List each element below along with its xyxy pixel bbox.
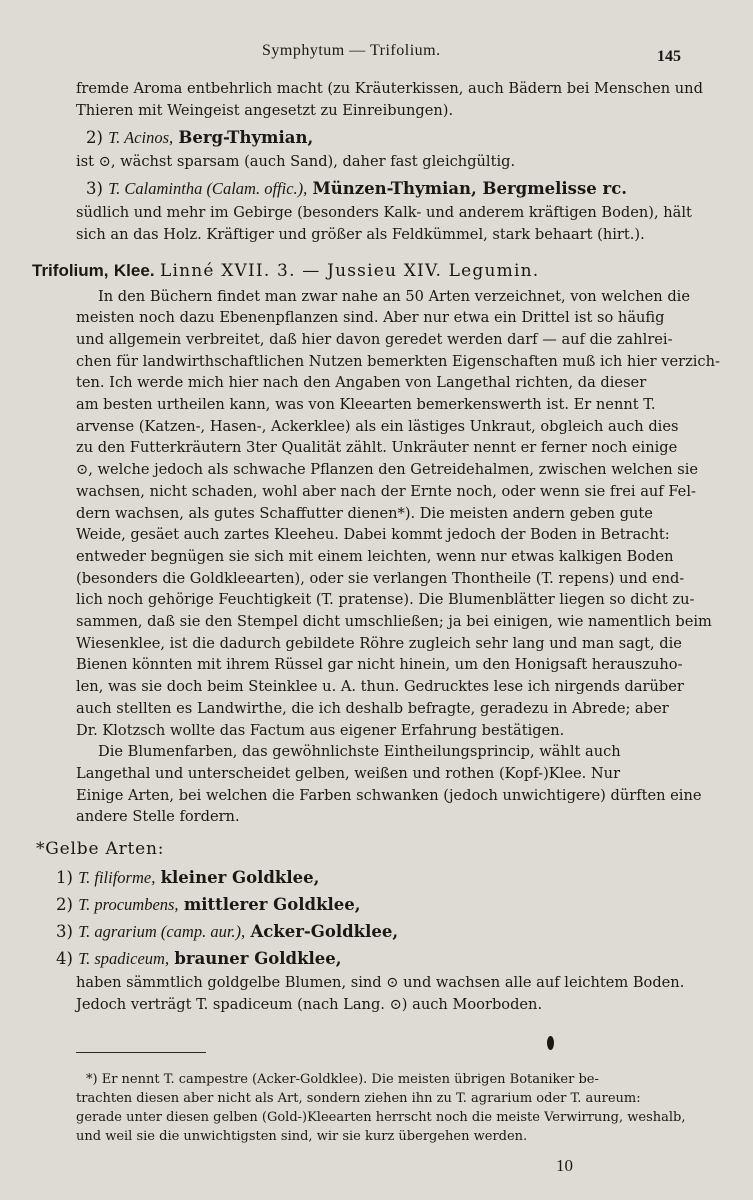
page-header [0, 42, 753, 70]
species-heading [56, 945, 686, 972]
body-text-line: entweder begnügen sie sich mit einem leichten, wenn nur etwas kalkigen Boden [76, 547, 674, 565]
common-name: Berg-Thymian, [178, 128, 314, 148]
body-text-line: dern wachsen, als gutes Schaffutter dienen*). Die meisten andern geben gute [76, 504, 653, 522]
body-text-line: ⊙, welche jedoch als schwache Pflanzen den Getreidehalmen, zwischen welchen sie [76, 461, 699, 479]
species-number: 1) [56, 868, 73, 888]
body-text-line: Die Blumenfarben, das gewöhnlichste Eintheilungsprincip, wählt auch [98, 743, 621, 761]
body-text-line: chen für landwirthschaftlichen Nutzen bemerkten Eigenschaften muß ich hier verzich- [76, 352, 720, 370]
species-number: 4) [56, 949, 73, 969]
item-number: 2) [86, 128, 103, 148]
body-text-line: Weide, gesäet auch zartes Kleeheu. Dabei kommt jedoch der Boden in Betracht: [76, 526, 670, 544]
body-text-line: wachsen, nicht schaden, wohl aber nach der Ernte noch, oder wenn sie frei auf Fel- [76, 482, 696, 500]
intro-line: Thieren mit Weingeist angesetzt zu Einreibungen). [76, 101, 454, 119]
footnote-rule [76, 1052, 206, 1053]
body-text-line: sammen, daß sie den Stempel dicht umschließen; ja bei einigen, wie namentlich beim [76, 613, 712, 631]
body-text-line: Langethal und unterscheidet gelben, weißen und rothen (Kopf-)Klee. Nur [76, 764, 621, 782]
body-text-line: ten. Ich werde mich hier nach den Angaben von Langethal richten, da dieser [76, 374, 647, 392]
section-heading: *Gelbe Arten: [36, 839, 165, 860]
footnote-line: trachten diesen aber nicht als Art, sondern ziehen ihn zu T. agrarium oder T. aureum: [76, 1091, 641, 1106]
body-text-line: am besten urtheilen kann, was von Kleearten bemerkenswerth ist. Er nennt T. [76, 396, 656, 414]
thymus-item-heading [76, 125, 686, 151]
species-number: 3) [56, 922, 73, 942]
item-number: 3) [86, 179, 103, 199]
genus-heading [32, 256, 686, 286]
species-number: 2) [56, 895, 73, 915]
common-name: Münzen-Thymian, Bergmelisse rc. [312, 179, 627, 199]
body-paragraph [76, 286, 720, 742]
species-heading [56, 891, 686, 918]
species-latin-name: T. filiforme, [78, 868, 156, 888]
footnote-line: *) Er nennt T. campestre (Acker-Goldklee). Die meisten übrigen Botaniker be- [86, 1072, 599, 1087]
thymus-item-heading [76, 176, 686, 202]
body-text-line: lich noch gehörige Feuchtigkeit (T. pratense). Die Blumenblätter liegen so dicht zu- [76, 591, 695, 609]
body-text-line: zu den Futterkräutern 3ter Qualität zählt. Unkräuter nennt er ferner noch einige [76, 439, 678, 457]
latin-name: T. Calamintha (Calam. offic.), [108, 179, 308, 199]
body-text-line: auch stellten es Landwirthe, die ich deshalb befragte, geradezu in Abrede; aber [76, 699, 669, 717]
running-head: Symphytum — Trifolium. [262, 42, 441, 59]
species-text-line: haben sämmtlich goldgelbe Blumen, sind ⊙ und wachsen alle auf leichtem Boden. [76, 974, 685, 992]
item-text-line: sich an das Holz. Kräftiger und größer als Feldkümmel, stark behaart (hirt.). [76, 225, 645, 243]
species-common-name: Acker-Goldklee, [250, 922, 399, 942]
species-latin-name: T. agrarium (camp. aur.), [78, 922, 246, 942]
item-text-line: ist ⊙, wächst sparsam (auch Sand), daher fast gleichgültig. [76, 153, 516, 171]
species-heading [56, 918, 686, 945]
genus-german-name: Klee. [113, 260, 155, 280]
footnote-line: und weil sie die unwichtigsten sind, wir sie kurz übergehen werden. [76, 1129, 528, 1144]
body-text-line: meisten noch dazu Ebenenpflanzen sind. Aber nur etwa ein Drittel ist so häufig [76, 309, 665, 327]
body-text-line: Einige Arten, bei welchen die Farben schwanken (jedoch unwichtigere) dürften eine [76, 786, 702, 804]
species-common-name: kleiner Goldklee, [160, 868, 320, 888]
page-number: 145 [657, 48, 681, 65]
species-latin-name: T. spadiceum, [78, 949, 170, 969]
intro-line: fremde Aroma entbehrlich macht (zu Kräuterkissen, auch Bädern bei Menschen und [76, 80, 703, 97]
body-text-line: Bienen könnten mit ihrem Rüssel gar nicht hinein, um den Honigsaft herauszuho- [76, 656, 683, 674]
body-text-line: len, was sie doch beim Steinklee u. A. thun. Gedrucktes lese ich nirgends darüber [76, 678, 684, 696]
latin-name: T. Acinos, [108, 128, 174, 148]
species-latin-name: T. procumbens, [78, 895, 179, 915]
species-common-name: mittlerer Goldklee, [183, 895, 361, 915]
species-heading [56, 864, 686, 891]
body-text-line: Dr. Klotzsch wollte das Factum aus eigener Erfahrung bestätigen. [76, 721, 565, 739]
footnote-line: gerade unter diesen gelben (Gold-)Kleearten herrscht noch die meiste Verwirrung, weshalb, [76, 1110, 686, 1125]
species-text [76, 972, 686, 1015]
footnotes [76, 1070, 686, 1146]
species-common-name: brauner Goldklee, [174, 949, 342, 969]
ink-blot [547, 1036, 554, 1050]
body-text-line: arvense (Katzen-, Hasen-, Ackerklee) als ein lästiges Unkraut, obgleich auch dies [76, 417, 679, 435]
signature-mark: 10 [556, 1156, 573, 1175]
thymus-item [76, 176, 692, 245]
body-paragraph-2 [76, 741, 702, 828]
genus-name: Trifolium, [32, 260, 109, 280]
body-text-line: andere Stelle fordern. [76, 808, 240, 826]
genus-reference: Linné XVII. 3. — Jussieu XIV. Legumin. [159, 260, 540, 281]
body-text-line: und allgemein verbreitet, daß hier davon geredet werden darf — auf die zahlrei- [76, 330, 673, 348]
item-text-line: südlich und mehr im Gebirge (besonders Kalk- und anderem kräftigen Boden), hält [76, 204, 692, 222]
thymus-item [76, 125, 686, 173]
body-text-line: Wiesenklee, ist die dadurch gebildete Röhre zugleich sehr lang und man sagt, die [76, 634, 682, 652]
page-content [32, 78, 720, 1016]
species-text-line: Jedoch verträgt T. spadiceum (nach Lang. ⊙) auch Moorboden. [76, 995, 543, 1013]
species-list [56, 864, 686, 972]
body-text-line: In den Büchern findet man zwar nahe an 50 Arten verzeichnet, von welchen die [98, 287, 690, 305]
body-text-line: (besonders die Goldkleearten), oder sie verlangen Thontheile (T. repens) und end- [76, 569, 685, 587]
